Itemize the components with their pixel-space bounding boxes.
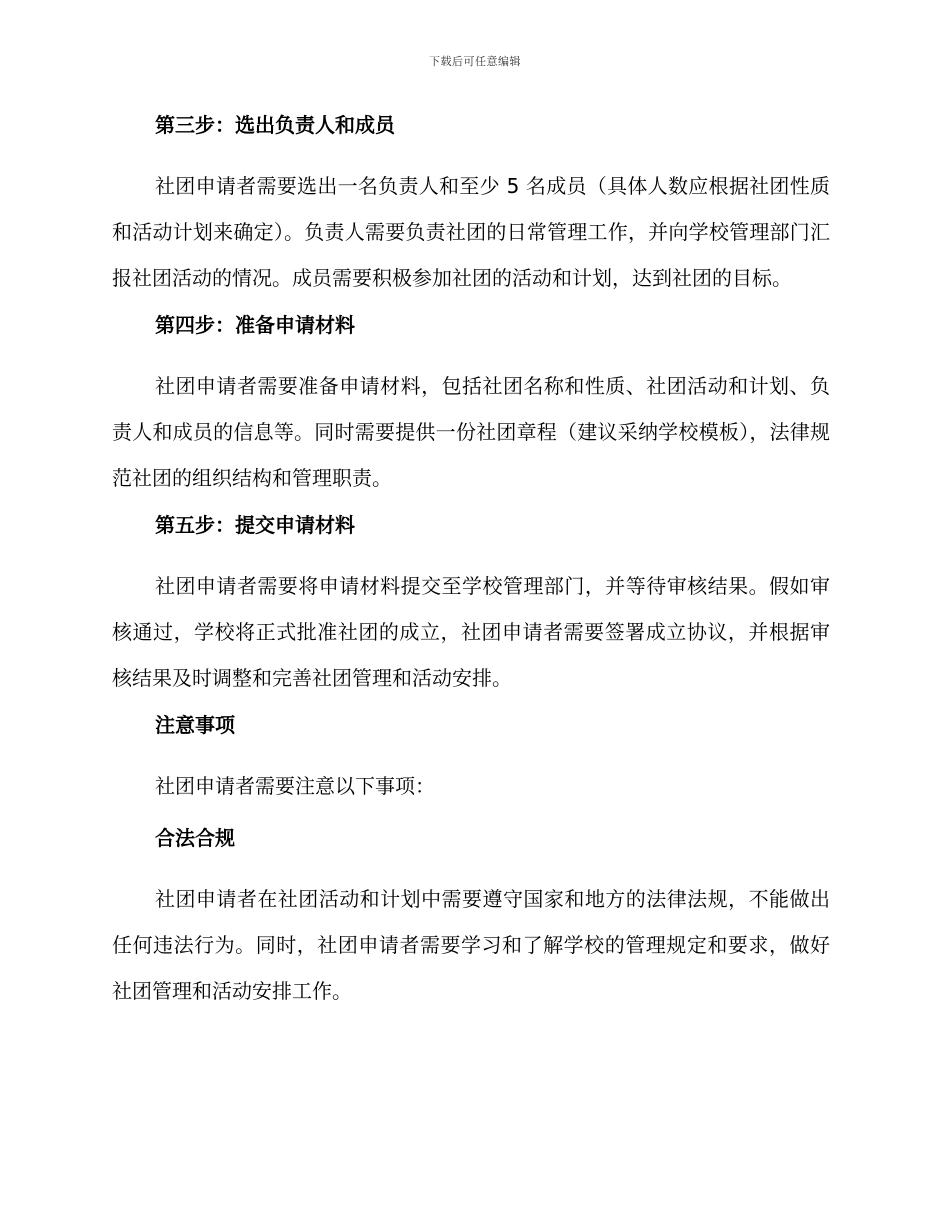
section-paragraph-step3: 社团申请者需要选出一名负责人和至少 5 名成员（具体人数应根据社团性质和活动计划来确定）。负责人需要负责社团的日常管理工作，并向学校管理部门汇报社团活动的情况。成员需要积极参加社团的活动和计划，达到社团的目标。 — [112, 174, 830, 290]
section-heading-step5: 第五步：提交申请材料 — [155, 513, 355, 537]
page-header: 下载后可任意编辑 — [429, 55, 521, 68]
section-heading-step4: 第四步：准备申请材料 — [155, 313, 355, 337]
section-paragraph-notes: 社团申请者需要注意以下事项： — [155, 774, 435, 798]
section-heading-step3: 第三步：选出负责人和成员 — [155, 113, 395, 137]
section-paragraph-step4: 社团申请者需要准备申请材料，包括社团名称和性质、社团活动和计划、负责人和成员的信息等。同时需要提供一份社团章程（建议采纳学校模板），法律规范社团的组织结构和管理职责。 — [112, 374, 830, 490]
document-body — [112, 110, 830, 1023]
section-heading-compliance: 合法合规 — [155, 826, 235, 850]
section-paragraph-compliance: 社团申请者在社团活动和计划中需要遵守国家和地方的法律法规，不能做出任何违法行为。同时，社团申请者需要学习和了解学校的管理规定和要求，做好社团管理和活动安排工作。 — [112, 887, 830, 1003]
section-paragraph-step5: 社团申请者需要将申请材料提交至学校管理部门，并等待审核结果。假如审核通过，学校将正式批准社团的成立，社团申请者需要签署成立协议，并根据审核结果及时调整和完善社团管理和活动安排。 — [112, 574, 830, 690]
section-heading-notes: 注意事项 — [155, 713, 235, 737]
